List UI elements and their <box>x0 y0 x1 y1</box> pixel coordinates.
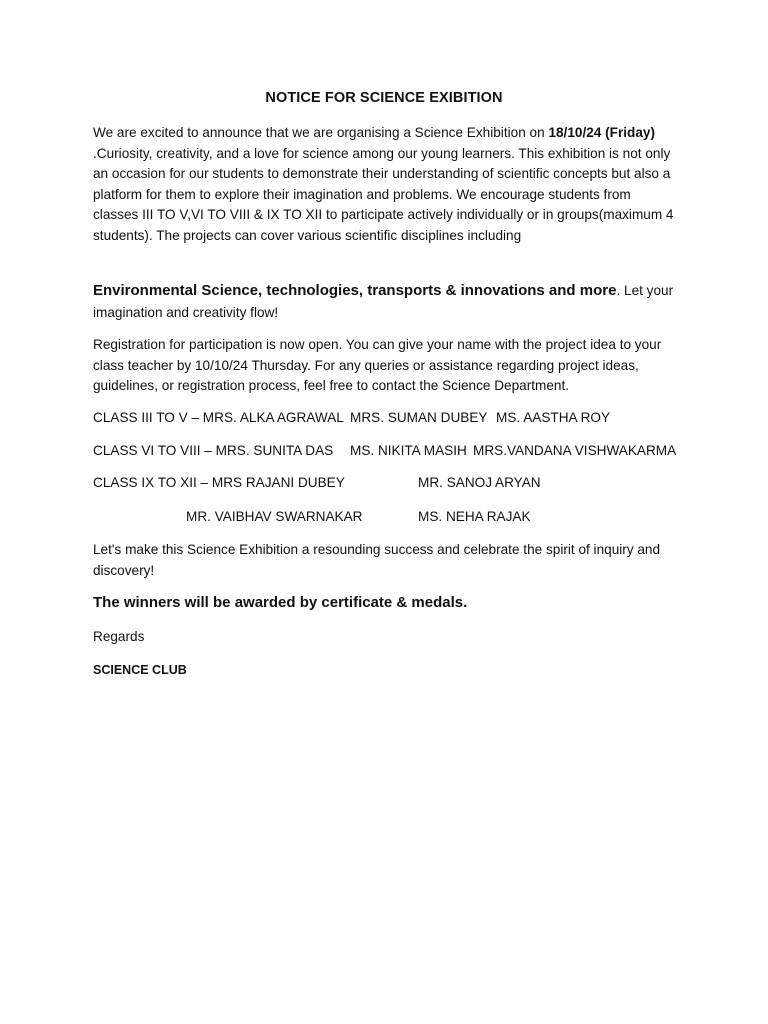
registration-paragraph: Registration for participation is now open. You can give your name with the project idea to your class teacher by 10/10/24 Thursday. For any queries or assistance regarding project ideas, guidelines, or registration process, feel free to contact the Science Department. <box>93 337 662 394</box>
intro-text-1: We are excited to announce that we are organising a Science Exhibition on <box>93 125 549 140</box>
teacher-row-4-name-1: MR. VAIBHAV SWARNAKAR <box>186 509 363 524</box>
intro-paragraph <box>93 123 678 247</box>
notice-title: NOTICE FOR SCIENCE EXIBITION <box>265 90 503 106</box>
teacher-row-3-name-2: MR. SANOJ ARYAN <box>418 475 541 490</box>
closing-paragraph: Let's make this Science Exhibition a resounding success and celebrate the spirit of inquiry and discovery! <box>93 542 661 578</box>
teacher-row-4-name-2: MS. NEHA RAJAK <box>418 509 531 524</box>
intro-text-2: .Curiosity, creativity, and a love for science among our young learners. This exhibition is not only an occasion for our students to demonstrate their understanding of scientific concepts but also a platform for them to explore their imagination and problems. We encourage students from classes III TO V,VI TO VIII & IX TO XII to participate actively individually or in groups(maximum 4 students). The projects can cover various scientific disciplines including <box>93 145 674 243</box>
regards-line: Regards <box>93 629 145 644</box>
signature: SCIENCE CLUB <box>93 663 187 677</box>
topics-bold: Environmental Science, technologies, transports & innovations and more <box>93 282 617 299</box>
teacher-row-3-class: CLASS IX TO XII – MRS RAJANI DUBEY <box>93 475 345 490</box>
winners-line: The winners will be awarded by certificate & medals. <box>93 594 468 611</box>
teacher-row-1-class: CLASS III TO V – MRS. ALKA AGRAWAL <box>93 410 344 425</box>
exhibition-date: 18/10/24 (Friday) <box>548 125 655 140</box>
topics-rest: . Let your imagination and creativity flow! <box>93 283 674 320</box>
teacher-row-1-name-3: MS. AASTHA ROY <box>496 410 611 425</box>
teacher-row-1-name-2: MRS. SUMAN DUBEY <box>350 410 488 425</box>
teacher-row-2-name-2: MS. NIKITA MASIH <box>350 443 467 458</box>
teacher-row-2-name-3: MRS.VANDANA VISHWAKARMA <box>473 443 677 458</box>
teacher-row-2-class: CLASS VI TO VIII – MRS. SUNITA DAS <box>93 443 334 458</box>
topics-paragraph <box>93 280 678 324</box>
